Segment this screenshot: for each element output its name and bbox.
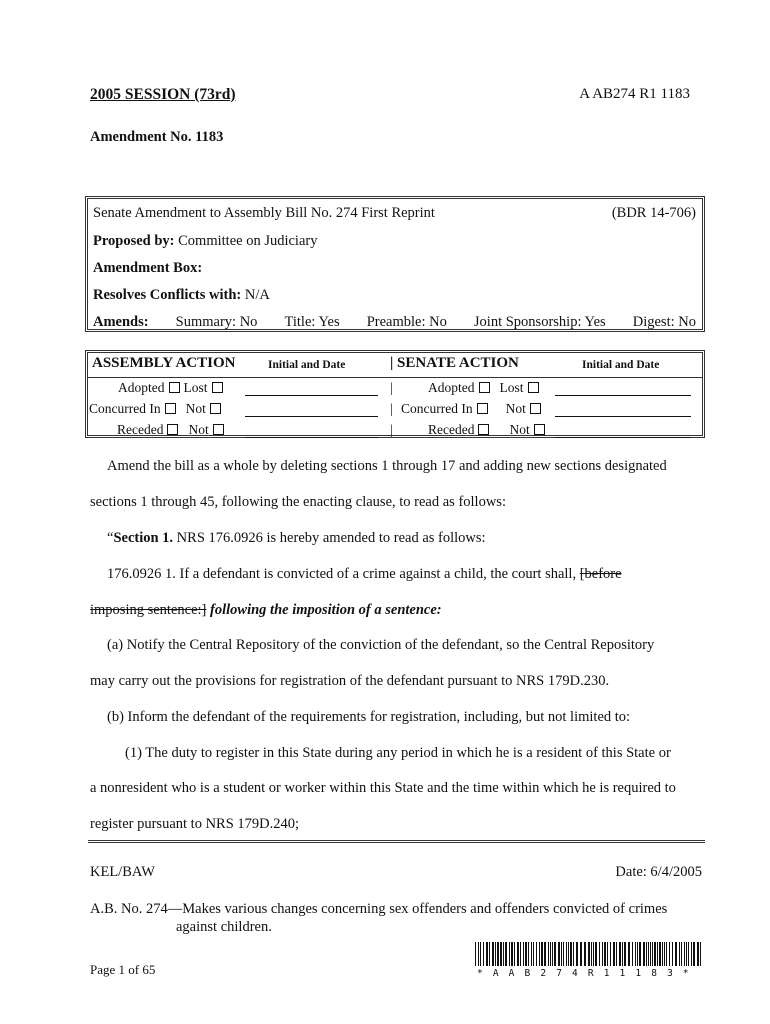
barcode-bar <box>604 942 606 966</box>
senate-lost-label: Lost <box>499 380 524 395</box>
barcode-bar <box>669 942 670 966</box>
amendment-date: Date: 6/4/2005 <box>615 864 702 880</box>
proposed-by-row <box>93 233 696 250</box>
senate-adopted-initial-field[interactable] <box>555 383 691 396</box>
senate-receded-bar: | <box>390 422 393 437</box>
barcode-bar <box>664 942 665 966</box>
barcode-bar <box>514 942 515 966</box>
session-title: 2005 SESSION (73rd) <box>90 86 236 103</box>
barcode-bar <box>570 942 572 966</box>
barcode-bar <box>628 942 630 966</box>
barcode-bar <box>568 942 569 966</box>
deleted-text-imposing: imposing sentence:] <box>90 602 207 618</box>
barcode-bar <box>648 942 649 966</box>
barcode-bar <box>659 942 661 966</box>
assembly-lost-checkbox[interactable] <box>212 382 223 393</box>
senate-adopted-row <box>428 380 543 396</box>
barcode-bar <box>531 942 532 966</box>
signer-initials: KEL/BAW <box>90 864 155 880</box>
barcode-bar <box>544 942 546 966</box>
senate-concurred-bar: | <box>390 401 393 416</box>
resolves-conflicts-label: Resolves Conflicts with: <box>93 287 242 303</box>
barcode-bar <box>539 942 540 966</box>
assembly-not-concurred-checkbox[interactable] <box>210 403 221 414</box>
barcode-bar <box>619 942 621 966</box>
assembly-concurred-initial-field[interactable] <box>245 404 378 417</box>
barcode-bar <box>624 942 626 966</box>
barcode-bar <box>657 942 658 966</box>
barcode-bar <box>622 942 623 966</box>
barcode-bar <box>652 942 653 966</box>
barcode-bar <box>536 942 537 966</box>
barcode-bar <box>672 942 673 966</box>
barcode-bar <box>505 942 507 966</box>
senate-concurred-label: Concurred In <box>401 401 473 416</box>
assembly-action-title: ASSEMBLY ACTION <box>92 355 236 371</box>
nrs-176-line-2 <box>90 602 442 619</box>
senate-receded-checkbox[interactable] <box>478 424 489 435</box>
assembly-receded-initial-field[interactable] <box>245 425 378 438</box>
amends-row <box>93 314 696 331</box>
subparagraph-1-line-2: a nonresident who is a student or worker within this State and the time within which he is required to <box>90 780 676 796</box>
barcode-bar <box>654 942 656 966</box>
open-quote: “ <box>107 530 114 546</box>
barcode-bar <box>550 942 551 966</box>
senate-action-title: | SENATE ACTION <box>390 355 519 371</box>
assembly-lost-label: Lost <box>183 380 208 395</box>
bill-summary-line-1: A.B. No. 274—Makes various changes concerning sex offenders and offenders convicted of crimes <box>90 901 668 917</box>
amendment-description-row <box>93 205 696 222</box>
barcode-bar <box>511 942 513 966</box>
barcode-bar <box>679 942 680 966</box>
page-number: Page 1 of 65 <box>90 962 156 977</box>
senate-adopted-checkbox[interactable] <box>479 382 490 393</box>
barcode-bar <box>593 942 594 966</box>
subparagraph-1-line-3: register pursuant to NRS 179D.240; <box>90 816 300 832</box>
deleted-text-before: [before <box>579 566 622 582</box>
senate-concurred-checkbox[interactable] <box>477 403 488 414</box>
paragraph-b-line-1: (b) Inform the defendant of the requirements for registration, including, but not limited to: <box>107 709 631 725</box>
assembly-receded-checkbox[interactable] <box>167 424 178 435</box>
senate-not-receded-label: Not <box>509 422 530 437</box>
bdr-number: (BDR 14-706) <box>611 205 696 221</box>
barcode-bar <box>688 942 689 966</box>
barcode-bar <box>666 942 667 966</box>
barcode-bar <box>681 942 682 966</box>
barcode-bar <box>616 942 617 966</box>
barcode-bar <box>483 942 484 966</box>
barcode-bar <box>480 942 481 966</box>
barcode-bar <box>691 942 692 966</box>
barcode-bar <box>599 942 600 966</box>
new-text-following: following the imposition of a sentence: <box>206 602 442 618</box>
barcode-bar <box>497 942 499 966</box>
paragraph-a-line-2: may carry out the provisions for registration of the defendant pursuant to NRS 179D.230. <box>90 673 610 689</box>
barcode-bar <box>584 942 586 966</box>
senate-adopted-bar: | <box>390 380 393 395</box>
footer-divider <box>88 840 705 843</box>
proposed-by-value: Committee on Judiciary <box>174 233 318 249</box>
proposed-by-label: Proposed by: <box>93 233 175 249</box>
assembly-concurred-row <box>89 401 225 417</box>
section-1-heading <box>107 530 486 547</box>
barcode-bar <box>693 942 695 966</box>
assembly-adopted-checkbox[interactable] <box>169 382 180 393</box>
barcode-bar <box>700 942 701 966</box>
barcode-bar <box>595 942 597 966</box>
senate-lost-checkbox[interactable] <box>528 382 539 393</box>
assembly-concurred-label: Concurred In <box>89 401 161 416</box>
barcode-bar <box>552 942 553 966</box>
action-table <box>85 350 705 438</box>
barcode-bar <box>639 942 641 966</box>
barcode-bar <box>646 942 647 966</box>
barcode-bar <box>517 942 519 966</box>
assembly-concurred-checkbox[interactable] <box>165 403 176 414</box>
amendment-description: Senate Amendment to Assembly Bill No. 274 First Reprint <box>93 205 435 221</box>
barcode-bar <box>610 942 611 966</box>
senate-receded-label: Receded <box>428 422 475 437</box>
senate-receded-initial-field[interactable] <box>555 425 691 438</box>
barcode-bar <box>566 942 567 966</box>
barcode-bar <box>561 942 562 966</box>
assembly-not-receded-checkbox[interactable] <box>213 424 224 435</box>
barcode-bar <box>533 942 534 966</box>
nrs-176-line-1 <box>107 566 622 583</box>
barcode-bar <box>558 942 560 966</box>
amends-joint-sponsorship: Joint Sponsorship: Yes <box>473 314 606 330</box>
barcode-bar <box>478 942 479 966</box>
barcode-bar <box>675 942 677 966</box>
amendment-info-box <box>85 196 705 332</box>
bill-summary-line-2: against children. <box>176 919 272 935</box>
senate-not-concurred-checkbox[interactable] <box>530 403 541 414</box>
senate-concurred-initial-field[interactable] <box>555 404 691 417</box>
subparagraph-1-line-1: (1) The duty to register in this State during any period in which he is a resident of this State or <box>125 745 671 761</box>
instruction-line-1: Amend the bill as a whole by deleting sections 1 through 17 and adding new sections designated <box>107 458 667 474</box>
barcode-bar <box>520 942 521 966</box>
barcode-bar <box>486 942 488 966</box>
barcode-bar <box>528 942 529 966</box>
barcode-bar <box>554 942 556 966</box>
senate-receded-row <box>428 422 549 438</box>
senate-not-concurred-label: Not <box>505 401 526 416</box>
barcode-bar <box>697 942 699 966</box>
resolves-conflicts-row <box>93 287 696 304</box>
barcode-bar <box>602 942 603 966</box>
resolves-conflicts-value: N/A <box>241 287 270 303</box>
section-1-label: Section 1. <box>113 530 174 546</box>
barcode-bar <box>503 942 504 966</box>
amends-title: Title: Yes <box>284 314 340 330</box>
barcode-bar <box>686 942 687 966</box>
senate-adopted-label: Adopted <box>428 380 475 395</box>
amendment-box-label: Amendment Box: <box>93 260 203 276</box>
barcode-caption: * A A B 2 7 4 R 1 1 1 8 3 * <box>477 968 691 979</box>
barcode-bar <box>607 942 608 966</box>
bill-code: A AB274 R1 1183 <box>579 86 690 102</box>
amends-label: Amends: <box>93 314 149 330</box>
senate-not-receded-checkbox[interactable] <box>534 424 545 435</box>
amends-digest: Digest: No <box>632 314 696 330</box>
barcode-bar <box>576 942 578 966</box>
barcode-bar <box>509 942 510 966</box>
action-header-divider <box>88 377 702 378</box>
barcode-bar <box>489 942 490 966</box>
amends-summary: Summary: No <box>175 314 258 330</box>
instruction-line-2: sections 1 through 45, following the enacting clause, to read as follows: <box>90 494 506 510</box>
barcode-bar <box>563 942 564 966</box>
barcode-bar <box>573 942 574 966</box>
barcode-bar <box>541 942 543 966</box>
barcode-bar <box>613 942 615 966</box>
barcode-bar <box>650 942 651 966</box>
assembly-adopted-row <box>118 380 227 396</box>
senate-concurred-row <box>401 401 545 417</box>
barcode-bar <box>643 942 645 966</box>
barcode-bar <box>495 942 496 966</box>
senate-initial-date-header: Initial and Date <box>582 359 660 371</box>
barcode-bar <box>500 942 502 966</box>
assembly-not-receded-label: Not <box>188 422 209 437</box>
assembly-receded-row <box>117 422 228 438</box>
barcode-bar <box>523 942 524 966</box>
assembly-not-concurred-label: Not <box>185 401 206 416</box>
assembly-receded-label: Receded <box>117 422 164 437</box>
barcode-bar <box>684 942 685 966</box>
assembly-adopted-label: Adopted <box>118 380 165 395</box>
barcode-bar <box>548 942 549 966</box>
amends-preamble: Preamble: No <box>366 314 447 330</box>
nrs-176-text: 176.0926 1. If a defendant is convicted of a crime against a child, the court shall, <box>107 566 580 582</box>
barcode-bar <box>632 942 633 966</box>
barcode-bar <box>662 942 663 966</box>
barcode-bar <box>635 942 636 966</box>
barcode-bar <box>637 942 638 966</box>
section-1-text: NRS 176.0926 is hereby amended to read as follows: <box>173 530 486 546</box>
barcode-bar <box>580 942 582 966</box>
barcode-bar <box>591 942 592 966</box>
barcode-bar <box>525 942 527 966</box>
paragraph-a-line-1: (a) Notify the Central Repository of the conviction of the defendant, so the Central Repository <box>107 637 655 653</box>
barcode-image <box>475 942 703 966</box>
barcode-bar <box>588 942 590 966</box>
assembly-initial-date-header: Initial and Date <box>268 359 346 371</box>
assembly-adopted-initial-field[interactable] <box>245 383 378 396</box>
barcode-bar <box>475 942 476 966</box>
amendment-number: Amendment No. 1183 <box>90 129 224 145</box>
barcode-bar <box>492 942 494 966</box>
